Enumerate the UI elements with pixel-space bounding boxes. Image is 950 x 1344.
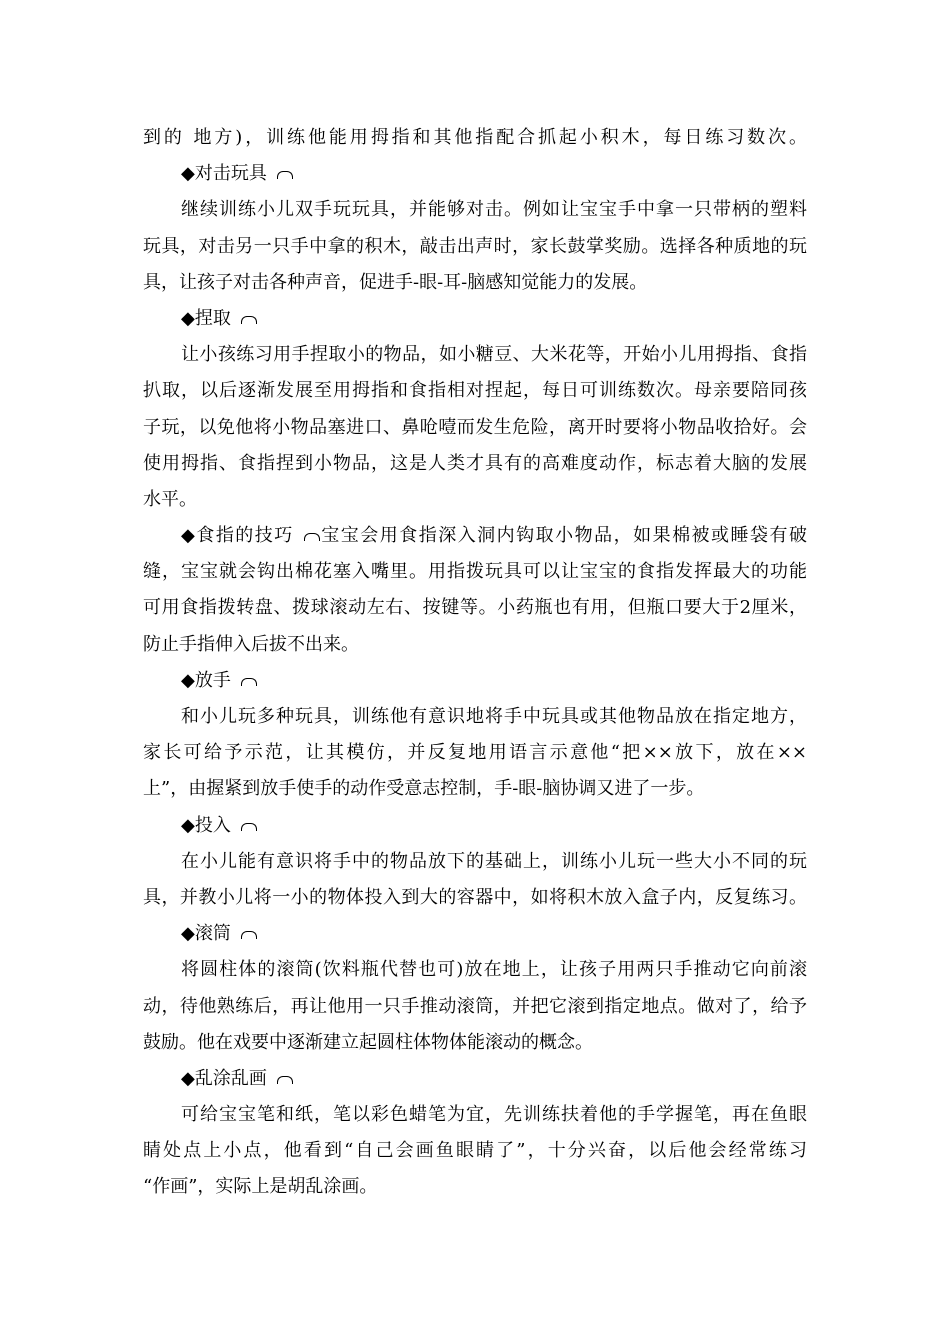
heading-text: ◆投入	[181, 814, 231, 836]
heading-text: ◆滚筒	[181, 923, 231, 945]
text-line: 可用食指拨转盘、拨球滚动左右、按键等。小药瓶也有用，但瓶口要大于2厘米，	[143, 597, 807, 619]
section-heading	[143, 916, 807, 952]
text-line: 睛处点上小点，他看到“自己会画鱼眼睛了”，十分兴奋，以后他会经常练习	[143, 1140, 807, 1162]
text-line: 具，并教小儿将一小的物体投入到大的容器中，如将积木放入盒子内，反复练习。	[143, 886, 807, 908]
heading-inline-text: 宝宝会用食指深入洞内钩取小物品，如果棉被或睡袋有破	[319, 525, 808, 547]
text-line: 动，待他熟练后，再让他用一只手推动滚筒，并把它滚到指定地点。做对了，给予	[143, 995, 807, 1017]
text-line: 到的 地方)，训练他能用拇指和其他指配合抓起小积木，每日练习数次。	[143, 127, 807, 148]
arc-mark-icon	[277, 171, 293, 179]
text-line: 防止手指伸入后拔不出来。	[143, 633, 359, 655]
text-line: 将圆柱体的滚筒(饮料瓶代替也可)放在地上，让孩子用两只手推动它向前滚	[181, 959, 807, 981]
text-line: 可给宝宝笔和纸，笔以彩色蜡笔为宜，先训练扶着他的手学握笔，再在鱼眼	[181, 1104, 807, 1126]
document-page	[143, 120, 807, 1206]
text-line: 继续训练小儿双手玩玩具，并能够对击。例如让宝宝手中拿一只带柄的塑料	[181, 199, 807, 221]
text-line: 家长可给予示范，让其模仿，并反复地用语言示意他“把××放下，放在××	[143, 742, 807, 764]
arc-mark-icon	[277, 1076, 293, 1084]
section-heading	[143, 518, 807, 554]
section-heading	[143, 301, 807, 337]
arc-mark-icon	[241, 823, 257, 831]
text-line: 缝，宝宝就会钩出棉花塞入嘴里。用指拨玩具可以让宝宝的食指发挥最大的功能	[143, 561, 807, 583]
text-line: 玩具，对击另一只手中拿的积木，敲击出声时，家长鼓掌奖励。选择各种质地的玩	[143, 235, 807, 257]
text-line: 和小儿玩多种玩具，训练他有意识地将手中玩具或其他物品放在指定地方，	[181, 706, 807, 727]
text-line: 使用拇指、食指捏到小物品，这是人类才具有的高难度动作，标志着大脑的发展	[143, 452, 807, 474]
heading-text: ◆食指的技巧	[181, 525, 294, 547]
heading-text: ◆放手	[181, 669, 231, 691]
section-heading	[143, 156, 807, 192]
heading-text: ◆乱涂乱画	[181, 1067, 267, 1089]
text-line: 鼓励。他在戏要中逐渐建立起圆柱体物体能滚动的概念。	[143, 1031, 593, 1053]
text-line: 上”，由握紧到放手使手的动作受意志控制，手-眼-脑协调又进了一步。	[143, 778, 705, 800]
text-line: 具，让孩子对击各种声音，促进手-眼-耳-脑感知觉能力的发展。	[143, 271, 648, 293]
heading-text: ◆对击玩具	[181, 163, 267, 185]
section-heading	[143, 808, 807, 844]
arc-mark-icon	[241, 316, 257, 324]
text-line: 让小孩练习用手捏取小的物品，如小糖豆、大米花等，开始小儿用拇指、食指	[181, 344, 807, 366]
text-line: “作画”，实际上是胡乱涂画。	[143, 1176, 378, 1198]
text-line: 扒取，以后逐渐发展至用拇指和食指相对捏起，每日可训练数次。母亲要陪同孩	[143, 380, 807, 402]
section-heading	[143, 1061, 807, 1097]
arc-mark-icon	[241, 931, 257, 939]
heading-text: ◆捏取	[181, 307, 231, 329]
section-heading	[143, 663, 807, 699]
arc-mark-icon	[241, 678, 257, 686]
text-line: 子玩，以免他将小物品塞进口、鼻呛噎而发生危险，离开时要将小物品收拾好。会	[143, 416, 807, 438]
text-line: 在小儿能有意识将手中的物品放下的基础上，训练小儿玩一些大小不同的玩	[181, 850, 807, 872]
arc-mark-icon	[304, 533, 320, 541]
text-line: 水平。	[143, 488, 197, 510]
